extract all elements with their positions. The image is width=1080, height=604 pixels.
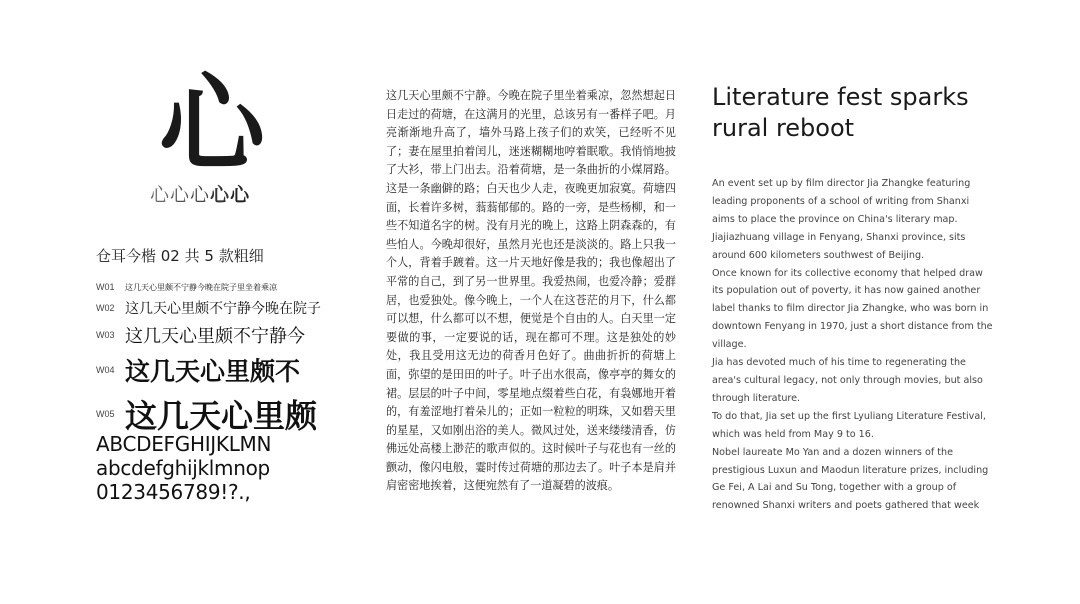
weight-sample: 心 — [150, 184, 170, 206]
weight-code: W01 — [96, 282, 115, 292]
weight-sample: 心 — [170, 184, 190, 206]
weight-code: W05 — [96, 409, 115, 419]
weight-code: W03 — [96, 330, 115, 340]
weight-line-w04 — [96, 350, 356, 390]
weight-code: W04 — [96, 365, 115, 375]
hero-character: 心 — [159, 63, 265, 186]
font-name: 仓耳今楷 02 共 5 款粗细 — [96, 247, 264, 265]
article-paragraph: Jiajiazhuang village in Fenyang, Shanxi province, sits around 600 kilometers southwest of Beijing. — [712, 231, 966, 261]
weight-code: W02 — [96, 303, 115, 313]
article-paragraph: Nobel laureate Mo Yan and a dozen winners of the prestigious Luxun and Maodun literature prizes, including Ge Fei, A Lai and Su Tong, together with a group of renowned Shanxi writers and poets gathered that week — [712, 446, 989, 512]
weight-sample-text: 这几天心里颇 — [125, 397, 318, 435]
article-paragraph: Once known for its collective economy that helped draw its population out of poverty, it has now gained another label thanks to film director Jia Zhangke, who was born in downtown Fenyang in 1970, just a short distance from the village. — [712, 267, 993, 351]
weight-sample-text: 这几天心里颇不宁静今晚在院子里坐着乘凉 — [125, 282, 277, 292]
article-headline: Literature fest sparks rural reboot — [712, 83, 969, 142]
weight-progression — [150, 182, 249, 208]
weight-sample: 心 — [230, 184, 250, 206]
chinese-body-text: 这几天心里颇不宁静。今晚在院子里坐着乘凉，忽然想起日日走过的荷塘，在这满月的光里，总该另有一番样子吧。月亮渐渐地升高了，墙外马路上孩子们的欢笑，已经听不见了；妻在屋里拍着闰儿，迷迷糊糊地哼着眠歌。我悄悄地披了大衫，带上门出去。沿着荷塘，是一条曲折的小煤屑路。这是一条幽僻的路；白天也少人走，夜晚更加寂寞。荷塘四面，长着许多树，蓊蓊郁郁的。路的一旁，是些杨柳，和一些不知道名字的树。没有月光的晚上，这路上阴森森的，有些怕人。今晚却很好，虽然月光也还是淡淡的。路上只我一个人，背着手踱着。这一片天地好像是我的；我也像超出了平常的自己，到了另一世界里。我爱热闹，也爱冷静；爱群居，也爱独处。像今晚上，一个人在这苍茫的月下，什么都可以想，什么都可以不想，便觉是个自由的人。白天里一定要做的事，一定要说的话，现在都可不理。这是独处的妙处，我且受用这无边的荷香月色好了。曲曲折折的荷塘上面，弥望的是田田的叶子。叶子出水很高，像亭亭的舞女的裙。层层的叶子中间，零星地点缀着些白花，有袅娜地开着的，有羞涩地打着朵儿的；正如一粒粒的明珠，又如碧天里的星星，又如刚出浴的美人。微风过处，送来缕缕清香，仿佛远处高楼上渺茫的歌声似的。这时候叶子与花也有一丝的颤动，像闪电般，霎时传过荷塘的那边去了。叶子本是肩并肩密密地挨着，这便宛然有了一道凝碧的波痕。 — [386, 89, 676, 493]
weight-line-w03 — [96, 321, 356, 349]
article-paragraph: To do that, Jia set up the first Lyuliang Literature Festival, which was held from May 9 to 16. — [712, 410, 986, 440]
article-paragraph: An event set up by film director Jia Zhangke featuring leading proponents of a school of writing from Shanxi aims to place the province on China's literary map. — [712, 178, 971, 225]
weight-line-w02 — [96, 297, 356, 319]
weight-sample-text: 这几天心里颇不宁静今 — [125, 326, 305, 347]
weight-list — [96, 280, 356, 438]
weight-line-w01 — [96, 280, 356, 294]
weight-line-w05 — [96, 390, 356, 438]
weight-sample-text: 这几天心里颇不 — [125, 357, 301, 386]
article-body — [712, 175, 994, 515]
lowercase-specimen: abcdefghijklmnop — [96, 456, 270, 480]
article-paragraph: Jia has devoted much of his time to regenerating the area's cultural legacy, not only through movies, but also through literature. — [712, 357, 983, 404]
digits-specimen: 0123456789!?., — [96, 480, 251, 504]
weight-sample: 心 — [210, 184, 230, 206]
weight-sample-text: 这几天心里颇不宁静今晚在院子 — [125, 301, 321, 317]
uppercase-specimen: ABCDEFGHIJKLMN — [96, 432, 272, 456]
weight-sample: 心 — [190, 184, 210, 206]
latin-specimen — [96, 432, 271, 504]
